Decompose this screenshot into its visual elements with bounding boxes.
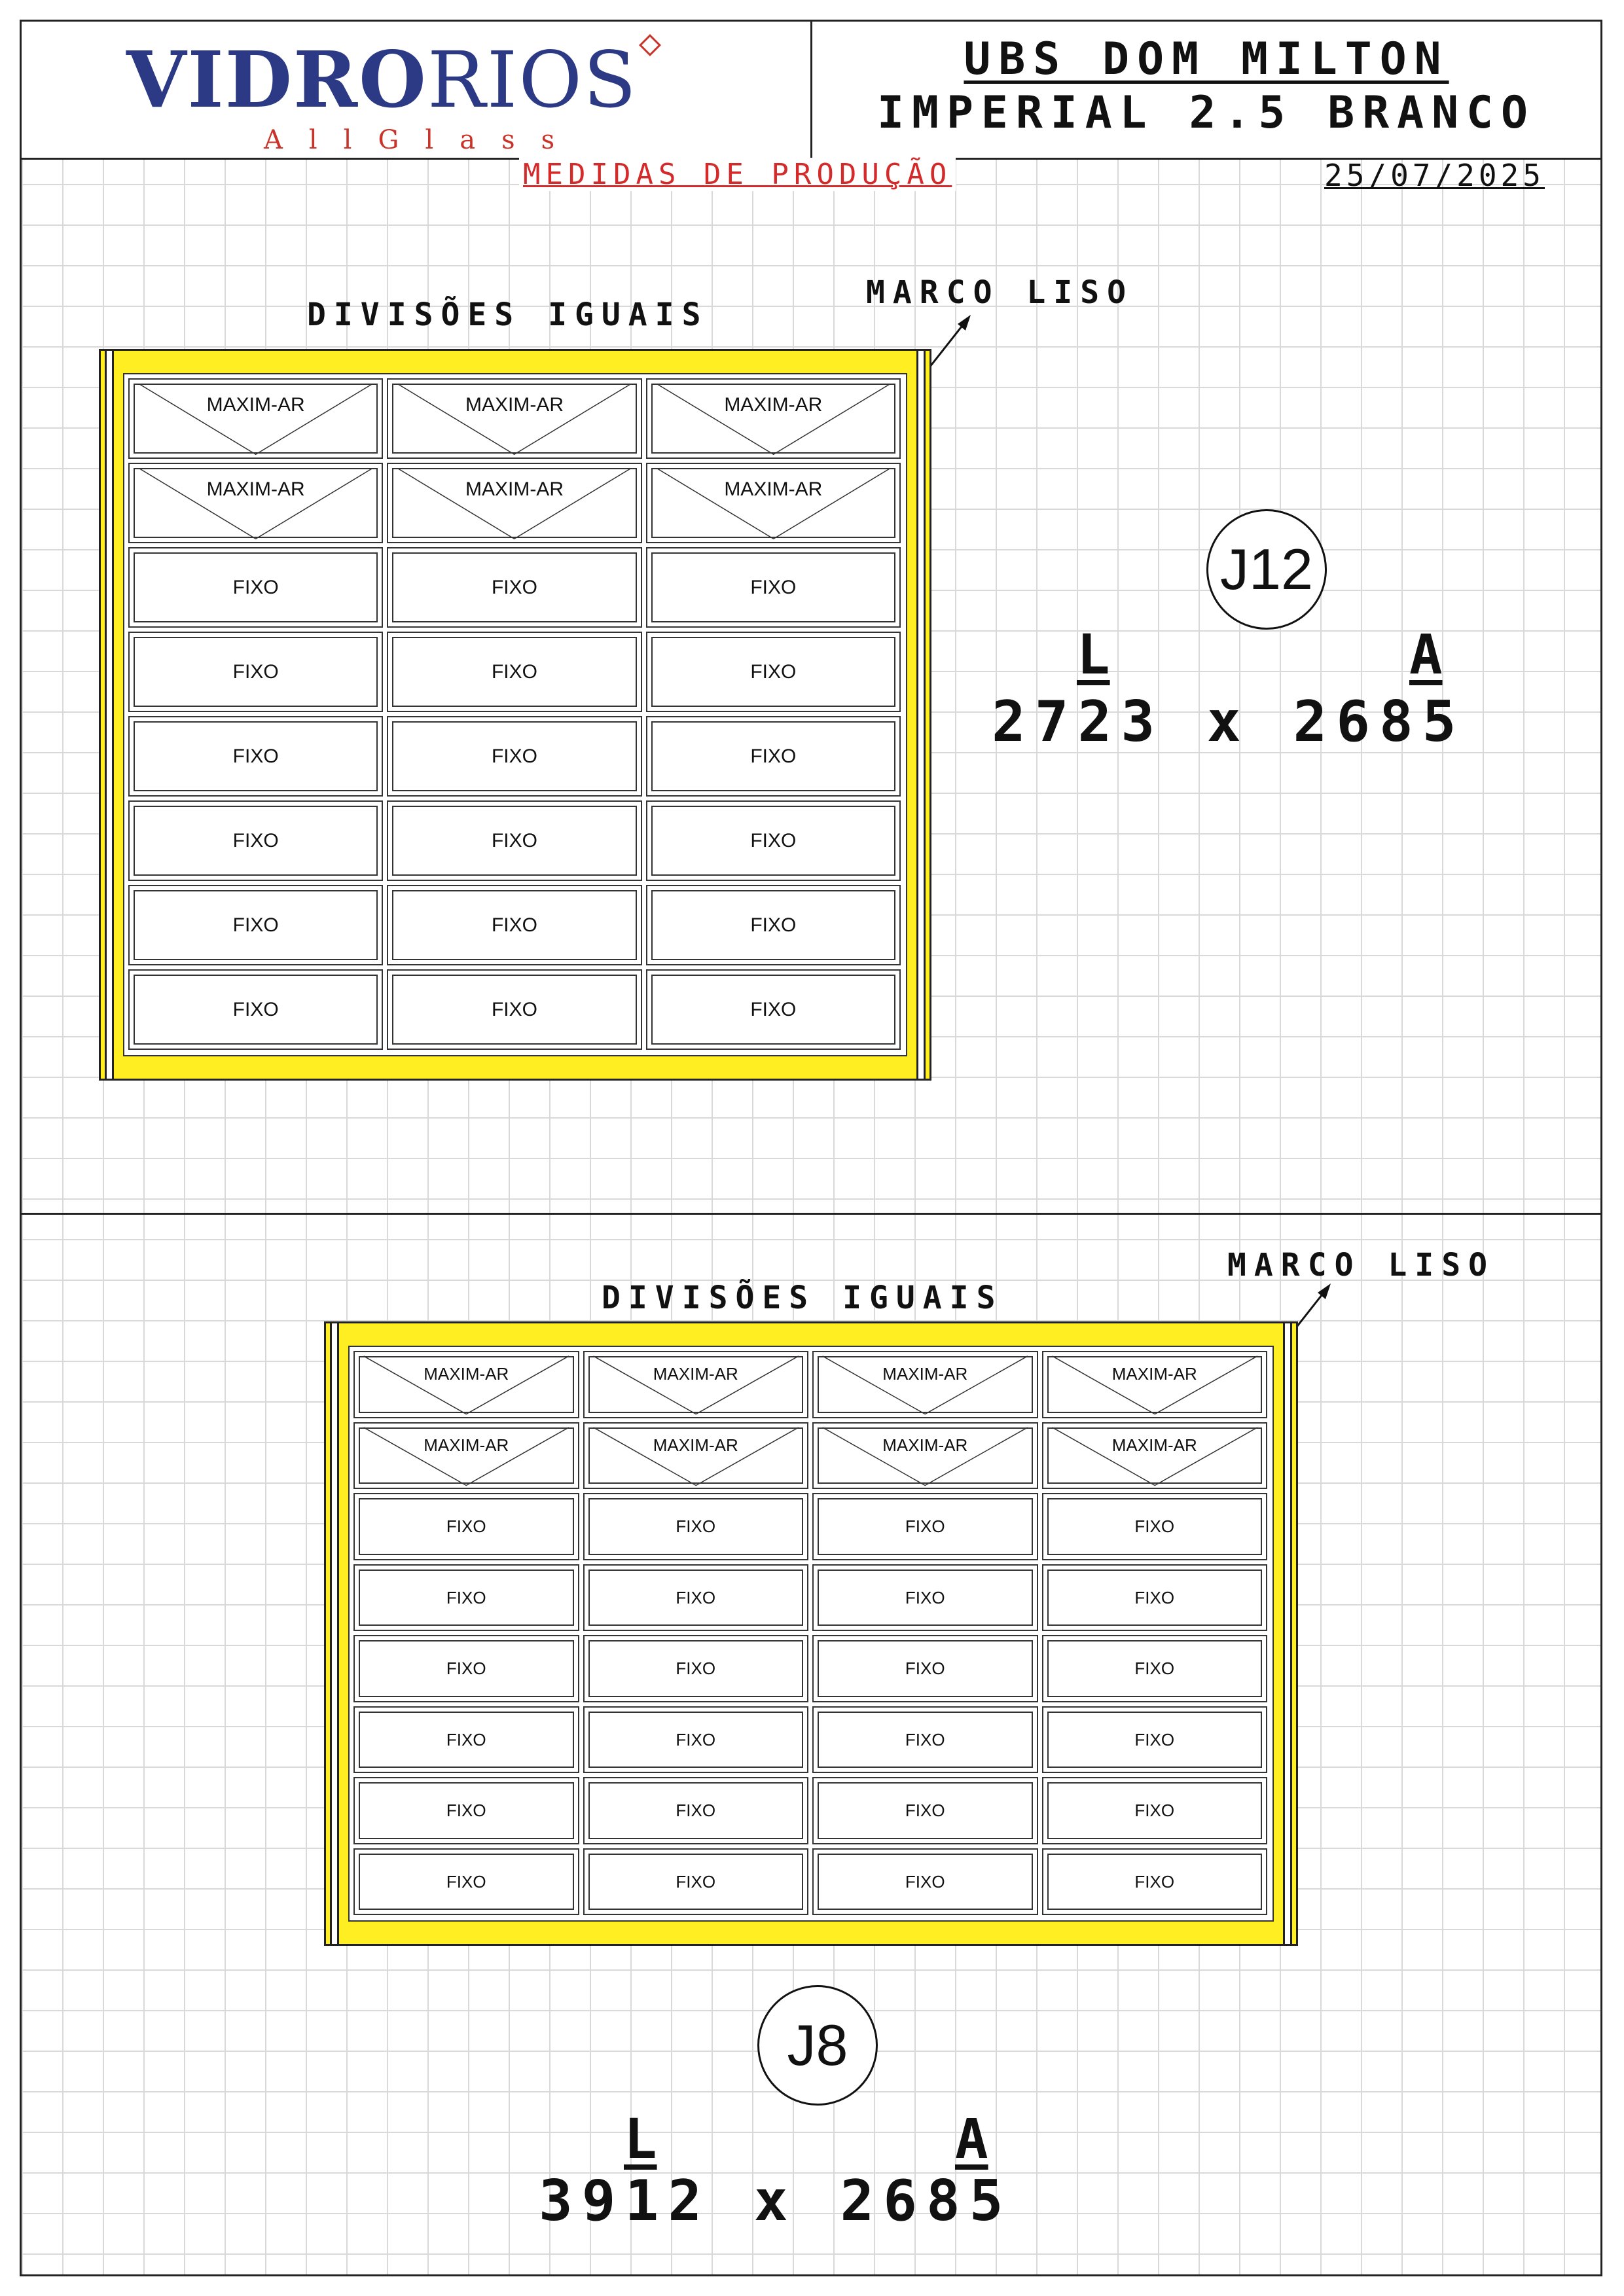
maxim-ar-label: MAXIM-AR bbox=[206, 478, 305, 501]
fixo-label: FIXO bbox=[446, 1587, 486, 1607]
fixed-panel bbox=[353, 1706, 579, 1774]
fixed-panel bbox=[812, 1706, 1038, 1774]
frame-left-profile bbox=[105, 351, 114, 1079]
fixed-panel bbox=[1042, 1564, 1268, 1632]
fixed-panel bbox=[812, 1564, 1038, 1632]
height-value-j8: 2685 bbox=[840, 2168, 1013, 2234]
fixo-label: FIXO bbox=[232, 576, 279, 598]
maxim-ar-panel bbox=[646, 378, 901, 459]
fixed-panel bbox=[128, 800, 383, 881]
fixed-panel bbox=[583, 1777, 809, 1844]
fixed-panel bbox=[1042, 1635, 1268, 1702]
fixo-label: FIXO bbox=[446, 1659, 486, 1679]
frame-left-profile bbox=[330, 1323, 339, 1944]
times-sign-j8: x bbox=[753, 2168, 797, 2234]
fixed-panel bbox=[353, 1777, 579, 1844]
maxim-ar-label: MAXIM-AR bbox=[424, 1364, 509, 1384]
frame-right-profile bbox=[1283, 1323, 1292, 1944]
maxim-ar-label: MAXIM-AR bbox=[465, 394, 564, 416]
maxim-ar-panel bbox=[353, 1422, 579, 1490]
fixo-label: FIXO bbox=[491, 660, 537, 683]
window-code-j8: J8 bbox=[757, 1985, 878, 2106]
fixo-label: FIXO bbox=[491, 829, 537, 852]
maxim-ar-label: MAXIM-AR bbox=[882, 1364, 968, 1384]
divisions-label-j8: DIVISÕES IGUAIS bbox=[602, 1280, 1003, 1316]
height-label-j12: A bbox=[1409, 622, 1443, 687]
fixo-label: FIXO bbox=[1134, 1659, 1175, 1679]
fixo-label: FIXO bbox=[750, 576, 797, 598]
maxim-ar-label: MAXIM-AR bbox=[424, 1435, 509, 1455]
fixo-label: FIXO bbox=[750, 914, 797, 936]
fixo-label: FIXO bbox=[446, 1801, 486, 1821]
fixo-label: FIXO bbox=[676, 1587, 716, 1607]
logo-text-light: RIOS bbox=[427, 35, 638, 125]
divisions-label-j12: DIVISÕES IGUAIS bbox=[307, 296, 709, 333]
maxim-ar-panel bbox=[583, 1351, 809, 1418]
maxim-ar-label: MAXIM-AR bbox=[465, 478, 564, 501]
fixo-label: FIXO bbox=[491, 745, 537, 767]
fixo-label: FIXO bbox=[676, 1659, 716, 1679]
maxim-ar-panel bbox=[812, 1351, 1038, 1418]
maxim-ar-label: MAXIM-AR bbox=[1111, 1364, 1197, 1384]
fixed-panel bbox=[646, 547, 901, 628]
fixed-panel bbox=[1042, 1777, 1268, 1844]
opening-direction-icon bbox=[130, 380, 382, 457]
width-label-j12: L bbox=[1077, 622, 1110, 687]
fixed-panel bbox=[128, 632, 383, 712]
maxim-ar-panel bbox=[812, 1422, 1038, 1490]
fixo-label: FIXO bbox=[905, 1801, 945, 1821]
maxim-ar-panel bbox=[646, 463, 901, 543]
fixed-panel bbox=[353, 1635, 579, 1702]
maxim-ar-label: MAXIM-AR bbox=[206, 394, 305, 416]
frame-label-j8: MARCO LISO bbox=[1227, 1247, 1495, 1283]
width-value-j8: 3912 bbox=[539, 2168, 712, 2234]
fixo-label: FIXO bbox=[905, 1587, 945, 1607]
fixed-panel bbox=[1042, 1706, 1268, 1774]
maxim-ar-panel bbox=[387, 378, 641, 459]
opening-direction-icon bbox=[647, 464, 899, 542]
maxim-ar-label: MAXIM-AR bbox=[724, 394, 823, 416]
fixo-label: FIXO bbox=[1134, 1729, 1175, 1749]
opening-direction-icon bbox=[647, 380, 899, 457]
drawing-sheet bbox=[20, 20, 1602, 2276]
fixo-label: FIXO bbox=[676, 1516, 716, 1537]
maxim-ar-label: MAXIM-AR bbox=[724, 478, 823, 501]
project-name: UBS DOM MILTON bbox=[964, 33, 1449, 85]
fixed-panel bbox=[1042, 1493, 1268, 1560]
fixed-panel bbox=[353, 1493, 579, 1560]
maxim-ar-label: MAXIM-AR bbox=[653, 1364, 738, 1384]
fixed-panel bbox=[387, 969, 641, 1050]
fixo-label: FIXO bbox=[676, 1801, 716, 1821]
fixed-panel bbox=[812, 1635, 1038, 1702]
maxim-ar-label: MAXIM-AR bbox=[1111, 1435, 1197, 1455]
fixed-panel bbox=[387, 800, 641, 881]
times-sign-j12: x bbox=[1206, 689, 1250, 755]
height-value-j12: 2685 bbox=[1293, 689, 1466, 755]
fixed-panel bbox=[1042, 1848, 1268, 1916]
window-frame-j12 bbox=[99, 349, 931, 1081]
fixo-label: FIXO bbox=[905, 1871, 945, 1892]
fixo-label: FIXO bbox=[446, 1871, 486, 1892]
frame-label-j12: MARCO LISO bbox=[866, 274, 1134, 311]
production-measures-title: MEDIDAS DE PRODUÇÃO bbox=[519, 158, 956, 191]
maxim-ar-label: MAXIM-AR bbox=[653, 1435, 738, 1455]
fixed-panel bbox=[128, 885, 383, 965]
fixed-panel bbox=[646, 969, 901, 1050]
title-block-divider bbox=[810, 22, 812, 158]
fixed-panel bbox=[353, 1564, 579, 1632]
logo-diamond-icon bbox=[639, 34, 661, 56]
fixed-panel bbox=[128, 547, 383, 628]
drawing-date: 25/07/2025 bbox=[1324, 158, 1545, 193]
fixed-panel bbox=[387, 716, 641, 797]
project-line: IMPERIAL 2.5 BRANCO bbox=[877, 87, 1536, 139]
fixed-panel bbox=[128, 716, 383, 797]
fixed-panel bbox=[583, 1493, 809, 1560]
fixed-panel bbox=[583, 1635, 809, 1702]
fixed-panel bbox=[646, 632, 901, 712]
opening-direction-icon bbox=[130, 464, 382, 542]
fixed-panel bbox=[646, 716, 901, 797]
width-value-j12: 2723 bbox=[992, 689, 1164, 755]
width-label-j8: L bbox=[624, 2107, 657, 2171]
fixo-label: FIXO bbox=[491, 998, 537, 1020]
fixed-panel bbox=[583, 1706, 809, 1774]
fixo-label: FIXO bbox=[491, 914, 537, 936]
frame-inner-area bbox=[123, 373, 907, 1056]
section-separator bbox=[22, 1213, 1600, 1215]
fixed-panel bbox=[812, 1777, 1038, 1844]
window-code-j12: J12 bbox=[1206, 509, 1327, 630]
title-block bbox=[22, 22, 1600, 160]
frame-inner-area bbox=[348, 1346, 1274, 1922]
fixed-panel bbox=[353, 1848, 579, 1916]
fixed-panel bbox=[583, 1564, 809, 1632]
fixo-label: FIXO bbox=[491, 576, 537, 598]
fixo-label: FIXO bbox=[1134, 1801, 1175, 1821]
opening-direction-icon bbox=[388, 464, 640, 542]
fixo-label: FIXO bbox=[232, 914, 279, 936]
fixo-label: FIXO bbox=[750, 745, 797, 767]
fixed-panel bbox=[812, 1493, 1038, 1560]
fixo-label: FIXO bbox=[232, 745, 279, 767]
logo-text-bold: VIDRO bbox=[126, 34, 427, 125]
fixed-panel bbox=[646, 885, 901, 965]
maxim-ar-panel bbox=[1042, 1351, 1268, 1418]
fixo-label: FIXO bbox=[1134, 1871, 1175, 1892]
fixed-panel bbox=[387, 547, 641, 628]
maxim-ar-panel bbox=[353, 1351, 579, 1418]
dimensions-j8 bbox=[539, 2168, 1013, 2234]
window-frame-j8 bbox=[324, 1321, 1298, 1946]
fixo-label: FIXO bbox=[750, 660, 797, 683]
frame-right-profile bbox=[916, 351, 926, 1079]
maxim-ar-label: MAXIM-AR bbox=[882, 1435, 968, 1455]
company-logo bbox=[126, 34, 735, 155]
fixo-label: FIXO bbox=[232, 660, 279, 683]
fixo-label: FIXO bbox=[1134, 1587, 1175, 1607]
fixo-label: FIXO bbox=[676, 1729, 716, 1749]
fixed-panel bbox=[128, 969, 383, 1050]
fixo-label: FIXO bbox=[905, 1659, 945, 1679]
frame-arrow-icon-j12 bbox=[925, 310, 977, 375]
maxim-ar-panel bbox=[128, 378, 383, 459]
height-label-j8: A bbox=[955, 2107, 988, 2171]
fixo-label: FIXO bbox=[446, 1729, 486, 1749]
maxim-ar-panel bbox=[583, 1422, 809, 1490]
fixo-label: FIXO bbox=[905, 1729, 945, 1749]
fixo-label: FIXO bbox=[750, 829, 797, 852]
fixo-label: FIXO bbox=[232, 998, 279, 1020]
maxim-ar-panel bbox=[1042, 1422, 1268, 1490]
fixo-label: FIXO bbox=[1134, 1516, 1175, 1537]
maxim-ar-panel bbox=[387, 463, 641, 543]
fixo-label: FIXO bbox=[905, 1516, 945, 1537]
fixed-panel bbox=[583, 1848, 809, 1916]
fixed-panel bbox=[387, 632, 641, 712]
fixed-panel bbox=[812, 1848, 1038, 1916]
maxim-ar-panel bbox=[128, 463, 383, 543]
opening-direction-icon bbox=[388, 380, 640, 457]
dimensions-j12 bbox=[992, 689, 1466, 755]
fixed-panel bbox=[387, 885, 641, 965]
fixed-panel bbox=[646, 800, 901, 881]
fixo-label: FIXO bbox=[446, 1516, 486, 1537]
fixo-label: FIXO bbox=[232, 829, 279, 852]
fixo-label: FIXO bbox=[676, 1871, 716, 1892]
fixo-label: FIXO bbox=[750, 998, 797, 1020]
logo-subtext: AllGlass bbox=[264, 125, 581, 155]
